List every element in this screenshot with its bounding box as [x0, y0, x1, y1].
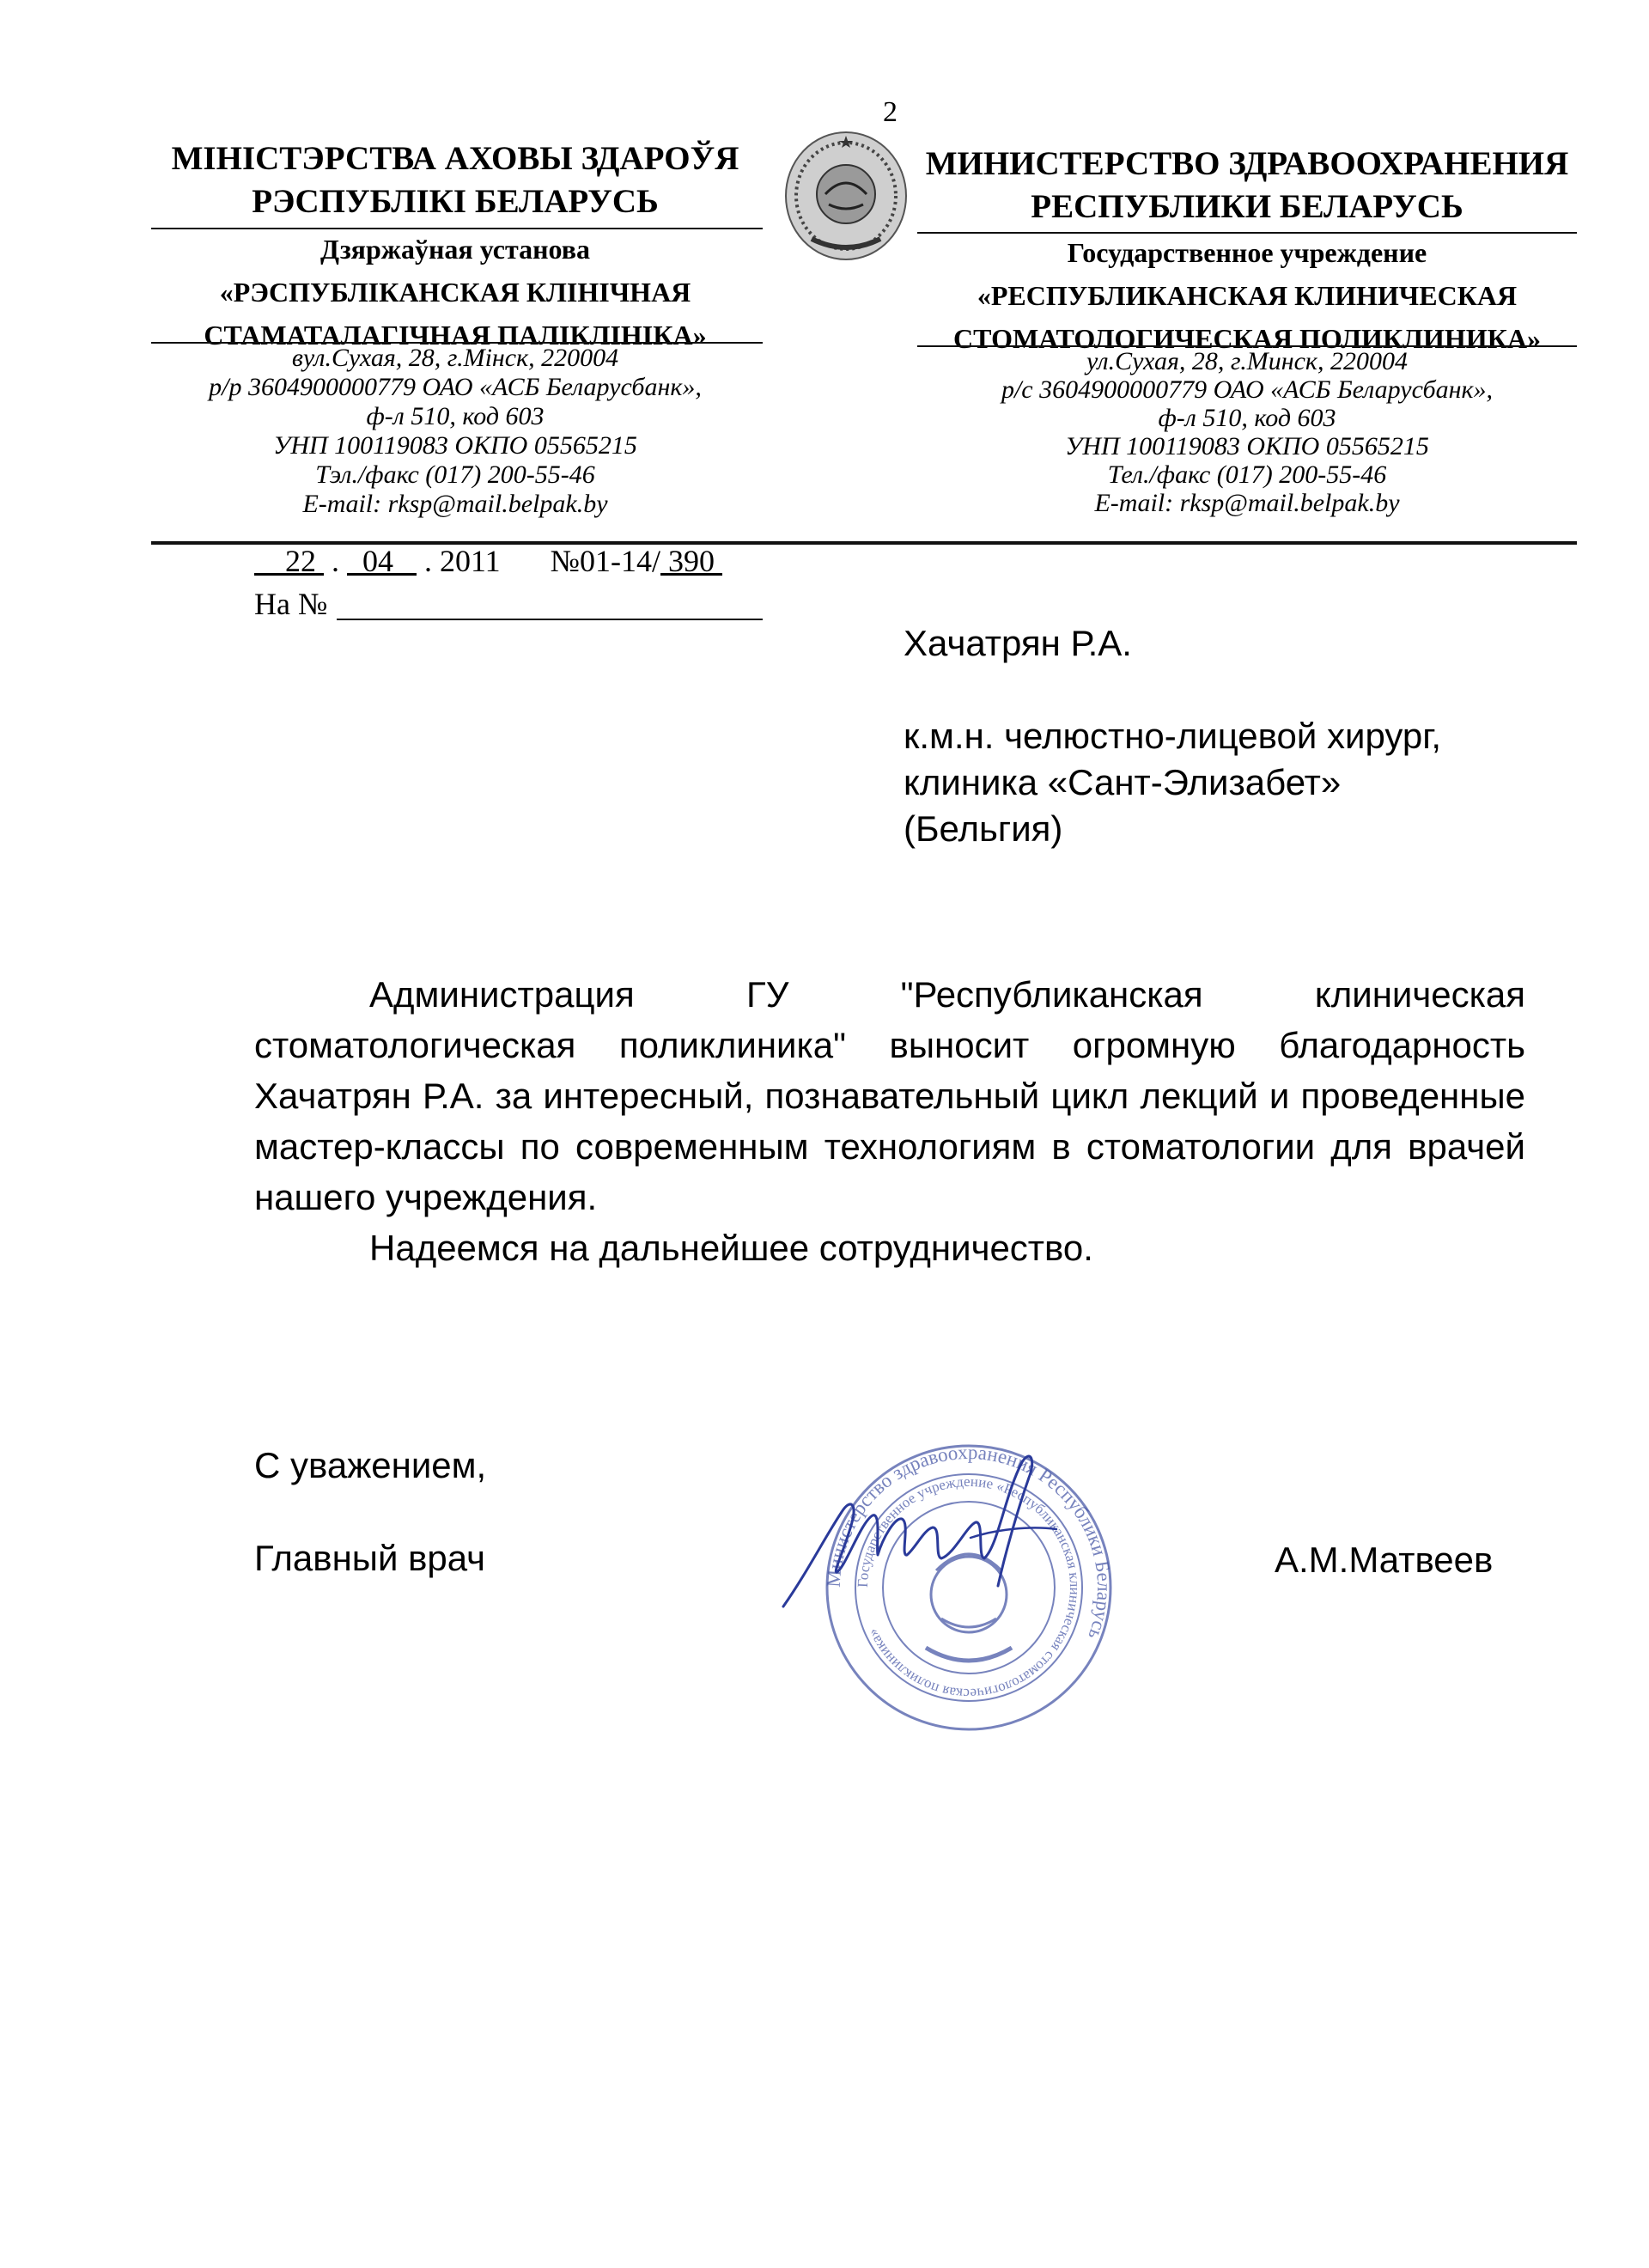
phone-fax-by: Тэл./факс (017) 200-55-46 [315, 460, 595, 489]
org-type-by: Дзяржаўная установа [320, 234, 590, 265]
header-russian [921, 143, 1573, 229]
reg-number-prefix: №01-14/ [550, 544, 661, 578]
page-number: 2 [883, 96, 898, 128]
org-block-russian [921, 234, 1573, 357]
registration-line [254, 543, 722, 579]
tax-ids-by: УНП 100119083 ОКПО 05565215 [273, 431, 637, 460]
ministry-name-line2-ru: РЕСПУБЛИКИ БЕЛАРУСЬ [1031, 188, 1463, 225]
bank-branch-by: ф-л 510, код 603 [366, 402, 545, 430]
reply-number-underline [337, 619, 763, 620]
reg-day [254, 544, 324, 578]
body-paragraph-1: Администрация ГУ "Республиканская клиническая стоматологическая поликлиника" выносит огромную благодарность Хачатрян Р.А. за интересный, познавательный цикл лекций и проведенные мастер-классы по современным технологиям в стоматологии для врачей нашего учреждения. [254, 974, 1525, 1217]
org-name-line2-by: СТАМАТАЛАГІЧНАЯ ПАЛІКЛІНІКА» [204, 320, 707, 351]
org-name-line2-ru: СТОМАТОЛОГИЧЕСКАЯ ПОЛИКЛИНИКА» [953, 323, 1541, 354]
bank-branch-ru: ф-л 510, код 603 [1158, 404, 1336, 432]
org-type-ru: Государственное учреждение [1067, 237, 1427, 268]
reply-reference [254, 586, 327, 622]
reply-label: На № [254, 587, 328, 621]
addressee-title-line1: к.м.н. челюстно-лицевой хирург, [904, 716, 1442, 756]
reg-number [660, 544, 722, 578]
letter-body [254, 969, 1525, 1273]
ministry-name-line2-by: РЭСПУБЛІКІ БЕЛАРУСЬ [252, 183, 659, 220]
reg-month [347, 544, 417, 578]
org-block-belarusian [146, 230, 764, 354]
reg-year: . 2011 [424, 544, 501, 578]
stamp-outer-text: Министерство здравоохранения Республики Беларусь [823, 1442, 1115, 1643]
state-emblem [777, 127, 915, 265]
addressee-name: Хачатрян Р.А. [904, 623, 1132, 663]
header-belarusian [146, 137, 764, 223]
ministry-name-line1-by: МІНІСТЭРСТВА АХОВЫ ЗДАРОЎЯ [171, 140, 739, 177]
reg-sep: . [332, 544, 339, 578]
stamp-inner-text: Государственное учреждение «Республиканская клиническая стоматологическая поликлиника» [854, 1472, 1084, 1703]
address-ru: ул.Сухая, 28, г.Минск, 220004 [1086, 347, 1408, 375]
closing-regards: С уважением, [254, 1445, 487, 1485]
phone-fax-ru: Тел./факс (017) 200-55-46 [1107, 460, 1387, 489]
email-by: E-mail: rksp@mail.belpak.by [302, 490, 608, 518]
body-paragraph-2: Надеемся на дальнейшее сотрудничество. [369, 1228, 1093, 1268]
header-divider-by-top [151, 228, 763, 229]
email-ru: E-mail: rksp@mail.belpak.by [1094, 489, 1400, 517]
address-by: вул.Сухая, 28, г.Мінск, 220004 [291, 344, 619, 372]
requisites-russian [921, 347, 1573, 517]
bank-account-ru: р/с 3604900000779 ОАО «АСБ Беларусбанк», [1001, 375, 1494, 404]
closing-signatory: А.М.Матвеев [1275, 1539, 1494, 1580]
reg-month-value: 04 [362, 544, 393, 578]
requisites-belarusian [146, 344, 764, 519]
bank-account-by: р/р 3604900000779 ОАО «АСБ Беларусбанк», [209, 373, 702, 401]
reg-day-value: 22 [285, 544, 316, 578]
reg-number-value: 390 [668, 544, 715, 578]
org-name-line1-ru: «РЕСПУБЛИКАНСКАЯ КЛИНИЧЕСКАЯ [977, 280, 1518, 311]
tax-ids-ru: УНП 100119083 ОКПО 05565215 [1065, 432, 1429, 460]
addressee-title-line2: клиника «Сант-Элизабет» [904, 762, 1342, 802]
org-name-line1-by: «РЭСПУБЛІКАНСКАЯ КЛІНІЧНАЯ [219, 277, 691, 308]
ministry-name-line1-ru: МИНИСТЕРСТВО ЗДРАВООХРАНЕНИЯ [925, 145, 1569, 182]
handwritten-signature [773, 1443, 1099, 1632]
addressee-title-line3: (Бельгия) [904, 808, 1063, 849]
closing-position: Главный врач [254, 1538, 486, 1578]
